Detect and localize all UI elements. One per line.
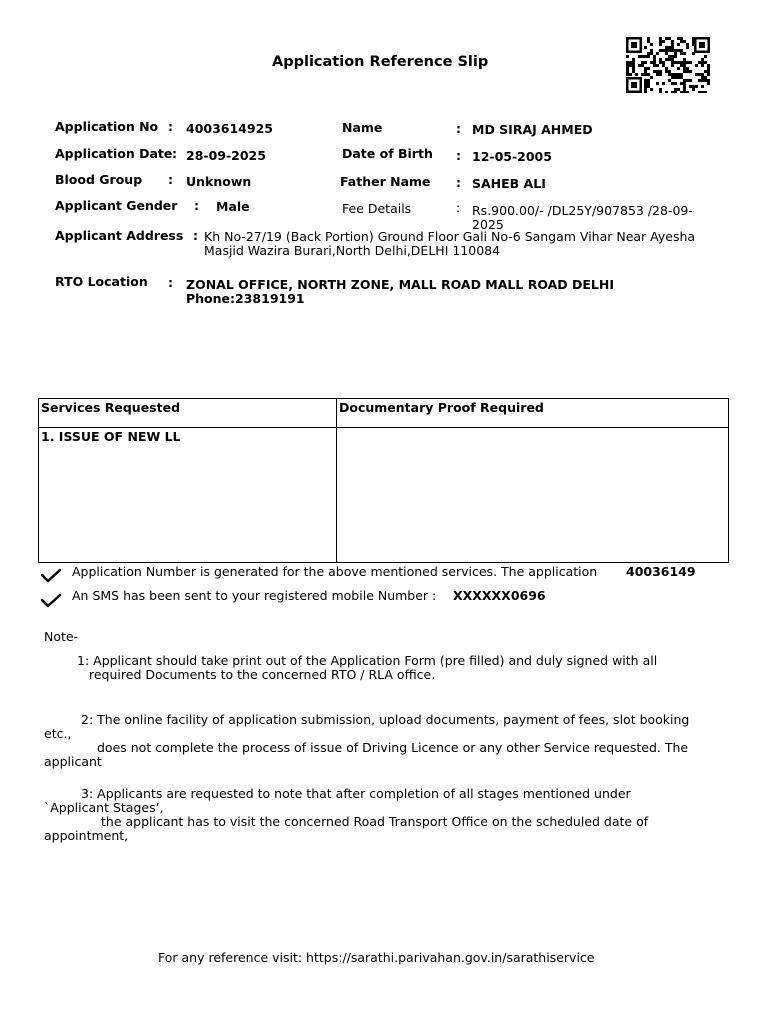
table-header-row xyxy=(39,399,729,428)
note-item-1-line1: 1: Applicant should take print out of the Application Form (pre filled) and duly signed with all xyxy=(77,653,658,668)
services-table xyxy=(38,398,729,563)
application-date-label: Application Date xyxy=(55,146,173,161)
confirmation-text: An SMS has been sent to your registered mobile Number : xyxy=(72,588,437,603)
colon: : xyxy=(456,200,461,215)
note-heading: Note- xyxy=(44,629,79,644)
note-item-3-line2: `Applicant Stages’, xyxy=(44,800,164,815)
colon: : xyxy=(194,198,199,213)
table-header-services: Services Requested xyxy=(39,399,337,428)
application-no-value: 4003614925 xyxy=(186,121,273,136)
colon: : xyxy=(456,121,461,136)
fee-details-label: Fee Details xyxy=(342,201,412,216)
footer-reference: For any reference visit: https://sarathi.parivahan.gov.in/sarathiservice xyxy=(158,950,595,965)
checkmark-icon xyxy=(40,567,62,583)
table-row xyxy=(39,428,729,563)
confirmation-value: 40036149 xyxy=(626,564,696,579)
rto-location-value-line1: ZONAL OFFICE, NORTH ZONE, MALL ROAD MALL ROAD DELHI xyxy=(186,277,615,292)
page-title: Application Reference Slip xyxy=(272,54,489,70)
father-name-label: Father Name xyxy=(340,174,431,189)
date-of-birth-value: 12-05-2005 xyxy=(472,149,552,164)
note-item-3-line1: 3: Applicants are requested to note that after completion of all stages mentioned under xyxy=(81,786,631,801)
confirmation-text: Application Number is generated for the above mentioned services. The application xyxy=(72,564,598,579)
colon: : xyxy=(456,148,461,163)
note-item-2-line1: 2: The online facility of application submission, upload documents, payment of fees, slot booking xyxy=(81,712,690,727)
name-label: Name xyxy=(342,120,383,135)
applicant-address-label: Applicant Address xyxy=(55,228,184,243)
colon: : xyxy=(172,146,177,161)
qr-code-icon xyxy=(626,37,710,93)
applicant-address-value-line1: Kh No-27/19 (Back Portion) Ground Floor Gali No-6 Sangam Vihar Near Ayesha xyxy=(204,229,696,244)
blood-group-label: Blood Group xyxy=(55,172,143,187)
colon: : xyxy=(193,228,198,243)
date-of-birth-label: Date of Birth xyxy=(342,146,433,161)
applicant-gender-label: Applicant Gender xyxy=(55,198,178,213)
colon: : xyxy=(168,275,173,290)
applicant-address-value-line2: Masjid Wazira Burari,North Delhi,DELHI 110084 xyxy=(204,243,501,258)
note-item-2-line4: applicant xyxy=(44,754,102,769)
note-item-2-line2: etc., xyxy=(44,726,72,741)
applicant-gender-value: Male xyxy=(216,199,250,214)
table-header-proof: Documentary Proof Required xyxy=(337,399,729,428)
note-item-3-line4: appointment, xyxy=(44,828,129,843)
blood-group-value: Unknown xyxy=(186,174,252,189)
fee-details-value-line2: 2025 xyxy=(472,217,504,232)
note-item-2-line3: does not complete the process of issue of Driving Licence or any other Service requested. The xyxy=(97,740,689,755)
colon: : xyxy=(456,175,461,190)
service-cell: 1. ISSUE OF NEW LL xyxy=(39,428,337,563)
rto-location-value-line2: Phone:23819191 xyxy=(186,291,305,306)
fee-details-value-line1: Rs.900.00/- /DL25Y/907853 /28-09- xyxy=(472,203,693,218)
rto-location-label: RTO Location xyxy=(55,274,148,289)
father-name-value: SAHEB ALI xyxy=(472,176,546,191)
note-item-3-line3: the applicant has to visit the concerned Road Transport Office on the scheduled date of xyxy=(101,814,649,829)
application-no-label: Application No xyxy=(55,119,159,134)
colon: : xyxy=(168,119,173,134)
colon: : xyxy=(168,172,173,187)
name-value: MD SIRAJ AHMED xyxy=(472,122,593,137)
proof-cell xyxy=(337,428,729,563)
confirmation-value: XXXXXX0696 xyxy=(453,588,546,603)
checkmark-icon xyxy=(40,592,62,608)
note-item-1-line2: required Documents to the concerned RTO / RLA office. xyxy=(89,667,436,682)
application-date-value: 28-09-2025 xyxy=(186,148,266,163)
